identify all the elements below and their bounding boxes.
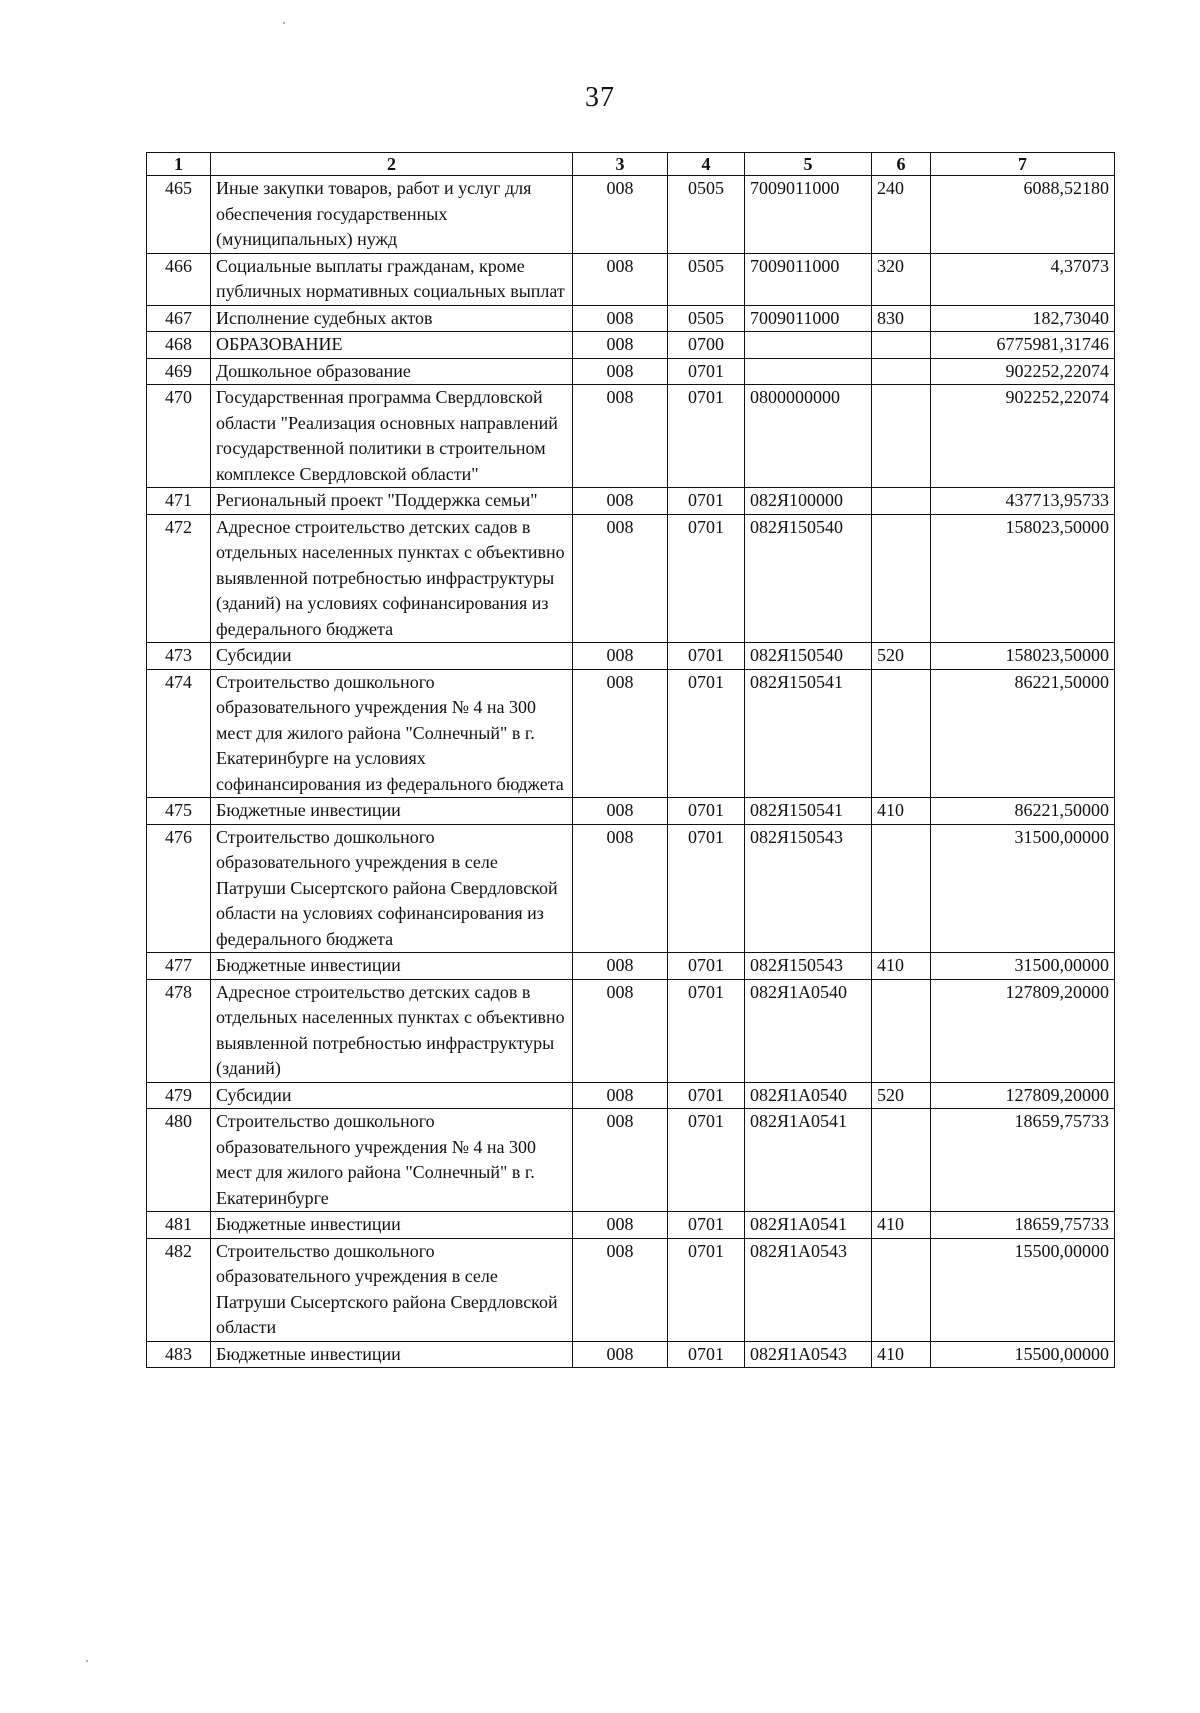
table-row [147,332,1115,359]
row-number: 475 [147,798,211,825]
row-number: 483 [147,1341,211,1368]
row-amount: 31500,00000 [931,953,1115,980]
row-name: Государственная программа Свердловской области "Реализация основных направлений государственной политики в строительном комплексе Свердловской области" [211,385,573,488]
row-section-code: 0701 [668,385,745,488]
table-row [147,798,1115,825]
row-amount: 18659,75733 [931,1109,1115,1212]
row-target-code: 082Я150540 [745,643,872,670]
row-name: Субсидии [211,1082,573,1109]
row-name: Строительство дошкольного образовательного учреждения № 4 на 300 мест для жилого района "Солнечный" в г. Екатеринбурге на условиях софинансирования из федерального бюджета [211,669,573,798]
row-ministry-code: 008 [573,1341,668,1368]
row-number: 478 [147,979,211,1082]
budget-table [146,152,1115,1368]
row-expense-type-code [872,332,931,359]
header-row [147,153,1115,176]
page-number: 37 [585,82,615,113]
row-target-code: 082Я1А0543 [745,1238,872,1341]
row-amount: 437713,95733 [931,488,1115,515]
row-amount: 4,37073 [931,253,1115,305]
row-section-code: 0701 [668,514,745,643]
row-expense-type-code: 240 [872,176,931,254]
row-section-code: 0701 [668,488,745,515]
row-target-code: 0800000000 [745,385,872,488]
row-expense-type-code [872,669,931,798]
row-ministry-code: 008 [573,1238,668,1341]
row-expense-type-code [872,385,931,488]
row-amount: 6775981,31746 [931,332,1115,359]
row-expense-type-code: 520 [872,1082,931,1109]
row-target-code: 082Я150541 [745,669,872,798]
row-name: Адресное строительство детских садов в отдельных населенных пунктах с объективно выявленной потребностью инфраструктуры (зданий) [211,979,573,1082]
row-target-code: 7009011000 [745,176,872,254]
row-amount: 15500,00000 [931,1238,1115,1341]
row-number: 476 [147,824,211,953]
row-section-code: 0701 [668,1109,745,1212]
row-target-code: 082Я150543 [745,824,872,953]
header-col-4: 4 [668,153,745,176]
row-target-code [745,358,872,385]
row-amount: 902252,22074 [931,385,1115,488]
row-ministry-code: 008 [573,953,668,980]
row-ministry-code: 008 [573,488,668,515]
row-section-code: 0701 [668,1341,745,1368]
scan-speck [283,22,285,24]
row-ministry-code: 008 [573,253,668,305]
row-ministry-code: 008 [573,176,668,254]
table-row [147,385,1115,488]
table-row [147,643,1115,670]
row-ministry-code: 008 [573,824,668,953]
row-section-code: 0701 [668,669,745,798]
row-name: ОБРАЗОВАНИЕ [211,332,573,359]
row-expense-type-code: 320 [872,253,931,305]
row-number: 479 [147,1082,211,1109]
row-section-code: 0701 [668,953,745,980]
row-expense-type-code [872,979,931,1082]
row-name: Строительство дошкольного образовательного учреждения № 4 на 300 мест для жилого района "Солнечный" в г. Екатеринбурге [211,1109,573,1212]
row-section-code: 0701 [668,1082,745,1109]
header-col-6: 6 [872,153,931,176]
row-section-code: 0505 [668,305,745,332]
row-name: Субсидии [211,643,573,670]
table-row [147,305,1115,332]
header-col-2: 2 [211,153,573,176]
table-row [147,1341,1115,1368]
row-expense-type-code [872,1109,931,1212]
row-amount: 31500,00000 [931,824,1115,953]
row-amount: 127809,20000 [931,1082,1115,1109]
row-amount: 15500,00000 [931,1341,1115,1368]
row-section-code: 0701 [668,1238,745,1341]
row-ministry-code: 008 [573,669,668,798]
row-amount: 6088,52180 [931,176,1115,254]
row-ministry-code: 008 [573,332,668,359]
table-row [147,358,1115,385]
row-section-code: 0505 [668,253,745,305]
row-name: Исполнение судебных актов [211,305,573,332]
row-amount: 158023,50000 [931,514,1115,643]
table-row [147,1212,1115,1239]
row-target-code: 082Я1А0540 [745,979,872,1082]
table-row [147,953,1115,980]
header-col-7: 7 [931,153,1115,176]
row-expense-type-code: 410 [872,1212,931,1239]
table-row [147,979,1115,1082]
table-row [147,1238,1115,1341]
table-row [147,824,1115,953]
row-expense-type-code: 410 [872,798,931,825]
table-row [147,1082,1115,1109]
row-amount: 86221,50000 [931,669,1115,798]
row-number: 466 [147,253,211,305]
row-target-code: 082Я150541 [745,798,872,825]
row-number: 465 [147,176,211,254]
row-number: 467 [147,305,211,332]
row-target-code: 082Я1А0541 [745,1212,872,1239]
row-name: Бюджетные инвестиции [211,798,573,825]
row-target-code: 7009011000 [745,305,872,332]
row-target-code: 7009011000 [745,253,872,305]
row-name: Дошкольное образование [211,358,573,385]
row-ministry-code: 008 [573,1082,668,1109]
row-name: Бюджетные инвестиции [211,1341,573,1368]
row-target-code [745,332,872,359]
header-col-5: 5 [745,153,872,176]
table-row [147,253,1115,305]
row-section-code: 0700 [668,332,745,359]
row-name: Региональный проект "Поддержка семьи" [211,488,573,515]
row-number: 468 [147,332,211,359]
row-number: 482 [147,1238,211,1341]
row-amount: 902252,22074 [931,358,1115,385]
row-ministry-code: 008 [573,643,668,670]
row-target-code: 082Я100000 [745,488,872,515]
row-target-code: 082Я1А0543 [745,1341,872,1368]
header-col-3: 3 [573,153,668,176]
row-name: Адресное строительство детских садов в отдельных населенных пунктах с объективно выявленной потребностью инфраструктуры (зданий) на условиях софинансирования из федерального бюджета [211,514,573,643]
row-amount: 127809,20000 [931,979,1115,1082]
row-amount: 158023,50000 [931,643,1115,670]
row-section-code: 0701 [668,979,745,1082]
row-ministry-code: 008 [573,385,668,488]
row-number: 471 [147,488,211,515]
row-target-code: 082Я1А0540 [745,1082,872,1109]
row-expense-type-code: 830 [872,305,931,332]
row-number: 472 [147,514,211,643]
row-name: Бюджетные инвестиции [211,1212,573,1239]
row-ministry-code: 008 [573,305,668,332]
row-expense-type-code: 410 [872,953,931,980]
row-target-code: 082Я150543 [745,953,872,980]
row-expense-type-code: 520 [872,643,931,670]
table-row [147,669,1115,798]
row-ministry-code: 008 [573,798,668,825]
row-expense-type-code [872,1238,931,1341]
row-expense-type-code [872,358,931,385]
row-section-code: 0701 [668,798,745,825]
row-section-code: 0701 [668,358,745,385]
row-expense-type-code [872,488,931,515]
row-amount: 182,73040 [931,305,1115,332]
row-number: 474 [147,669,211,798]
row-expense-type-code [872,824,931,953]
row-ministry-code: 008 [573,514,668,643]
row-number: 470 [147,385,211,488]
row-name: Иные закупки товаров, работ и услуг для обеспечения государственных (муниципальных) нужд [211,176,573,254]
row-section-code: 0701 [668,1212,745,1239]
row-number: 477 [147,953,211,980]
row-number: 480 [147,1109,211,1212]
row-ministry-code: 008 [573,979,668,1082]
row-section-code: 0505 [668,176,745,254]
table-row [147,176,1115,254]
row-ministry-code: 008 [573,1212,668,1239]
row-name: Строительство дошкольного образовательного учреждения в селе Патруши Сысертского района Свердловской области [211,1238,573,1341]
row-ministry-code: 008 [573,358,668,385]
row-target-code: 082Я150540 [745,514,872,643]
table-row [147,1109,1115,1212]
row-name: Бюджетные инвестиции [211,953,573,980]
row-expense-type-code [872,514,931,643]
table-row [147,488,1115,515]
row-target-code: 082Я1А0541 [745,1109,872,1212]
row-name: Строительство дошкольного образовательного учреждения в селе Патруши Сысертского района Свердловской области на условиях софинансирования из федерального бюджета [211,824,573,953]
row-number: 481 [147,1212,211,1239]
table-row [147,514,1115,643]
row-ministry-code: 008 [573,1109,668,1212]
row-amount: 18659,75733 [931,1212,1115,1239]
row-number: 473 [147,643,211,670]
row-name: Социальные выплаты гражданам, кроме публичных нормативных социальных выплат [211,253,573,305]
row-amount: 86221,50000 [931,798,1115,825]
header-col-1: 1 [147,153,211,176]
scan-speck [86,1660,88,1662]
row-expense-type-code: 410 [872,1341,931,1368]
row-section-code: 0701 [668,824,745,953]
row-number: 469 [147,358,211,385]
row-section-code: 0701 [668,643,745,670]
